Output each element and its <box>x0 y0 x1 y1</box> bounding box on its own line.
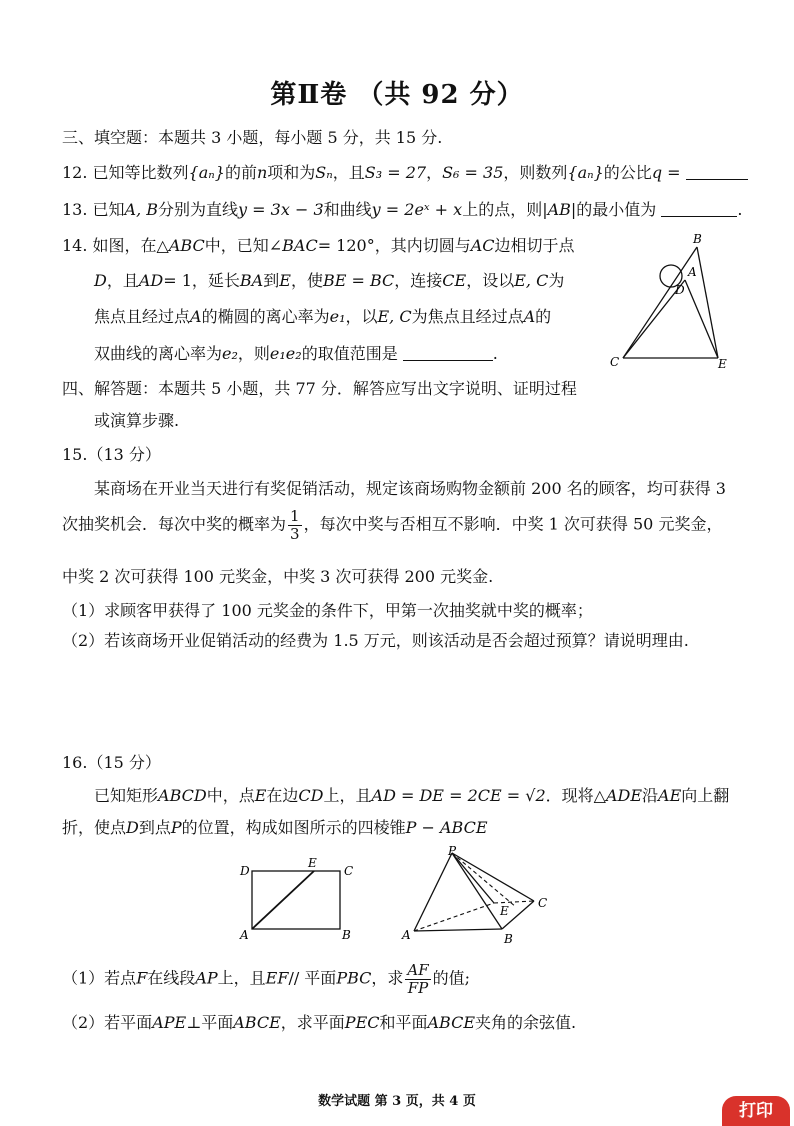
hidden-line <box>452 853 516 907</box>
label-B: B <box>342 928 351 942</box>
question-16-p2: 折，使点D到点P的位置，构成如图所示的四棱锥P − ABCE <box>62 818 488 837</box>
segment-AE <box>685 280 718 358</box>
question-15-head: 15.（13 分） <box>62 445 161 464</box>
label-E: E <box>308 856 317 870</box>
segment-AE <box>252 871 314 929</box>
answer-blank <box>661 202 737 217</box>
question-14-line-4: 双曲线的离心率为e₂，则e₁e₂的取值范围是 . <box>94 344 498 363</box>
question-15-p2: 次抽奖机会．每次中奖的概率为 $\frac{1}{3}$ ，每次中奖与否相互不影响．中奖 1 次可获得 50 元奖金， <box>62 507 723 543</box>
answer-blank <box>403 346 493 361</box>
question-13: 13. 已知A, B分别为直线y = 3x − 3和曲线y = 2eˣ + x上的点，则|AB|的最小值为 . <box>62 200 743 219</box>
edge-PA <box>414 853 452 931</box>
question-15-part-1: （1）求顾客甲获得了 100 元奖金的条件下，甲第一次抽奖就中奖的概率； <box>62 601 593 620</box>
label-E: E <box>500 904 509 918</box>
question-16-part-1: （1）若点F在线段AP上，且EF// 平面PBC，求 $\frac{AF}{FP}$ 的值; <box>62 961 471 997</box>
edge-PB <box>452 853 502 929</box>
edge-BE <box>697 247 718 358</box>
question-14-line-2: D，且AD= 1，延长BA到E，使BE = BC，连接CE，设以E, C为 <box>94 271 565 290</box>
label-B: B <box>693 232 702 246</box>
label-E: E <box>718 357 727 371</box>
question-14-line-3: 焦点且经过点A的椭圆的离心率为e₁，以E, C为焦点且经过点A的 <box>94 307 552 326</box>
probability-fraction: $\frac{1}{3}$ <box>290 507 300 543</box>
label-B: B <box>504 932 513 946</box>
label-A: A <box>240 928 249 942</box>
label-P: P <box>448 845 457 858</box>
answer-blank <box>686 165 748 180</box>
section-4-heading: 四、解答题：本题共 5 小题，共 77 分．解答应写出文字说明、证明过程 <box>62 379 577 398</box>
question-12: 12. 已知等比数列{aₙ}的前n项和为Sₙ，且S₃ = 27，S₆ = 35，则数列{aₙ}的公比q = <box>62 160 748 183</box>
label-A: A <box>688 265 697 279</box>
label-D: D <box>240 864 250 878</box>
question-14-line-1: 14. 如图，在△ABC中，已知∠BAC= 120°，其内切圆与AC边相切于点 <box>62 236 575 255</box>
page-footer: 数学试题 第 3 页，共 4 页 <box>318 1094 476 1109</box>
edge-AB <box>414 929 502 931</box>
section-4-heading-cont: 或演算步骤. <box>94 411 180 430</box>
label-D: D <box>675 283 685 297</box>
ratio-fraction: $\frac{AF}{FP}$ <box>407 961 429 997</box>
question-16-head: 16.（15 分） <box>62 753 161 772</box>
question-16-p1: 已知矩形ABCD中，点E在边CD上，且AD = DE = 2CE = √2．现将△ADE沿AE向上翻 <box>94 786 730 805</box>
question-15-p1: 某商场在开业当天进行有奖促销活动，规定该商场购物金额前 200 名的顾客，均可获得 3 <box>94 479 726 498</box>
edge-EC-hidden <box>494 901 534 903</box>
section-title: 第Ⅱ卷 （共 92 分） <box>270 80 524 110</box>
edge-PC <box>452 853 534 901</box>
question-15-part-2: （2）若该商场开业促销活动的经费为 1.5 万元，则该活动是否会超过预算？请说明理由. <box>62 631 689 650</box>
question-15-p3: 中奖 2 次可获得 100 元奖金，中奖 3 次可获得 200 元奖金. <box>62 567 494 586</box>
edge-BC <box>623 247 697 358</box>
label-C: C <box>344 864 354 878</box>
label-C: C <box>610 355 620 369</box>
question-16-part-2: （2）若平面APE⊥平面ABCE，求平面PEC和平面ABCE夹角的余弦值. <box>62 1013 577 1032</box>
print-button[interactable]: 打印 <box>722 1096 790 1126</box>
label-C: C <box>538 896 548 910</box>
triangle-figure <box>600 232 740 374</box>
rectangle-figure <box>236 855 366 947</box>
section-3-heading: 三、填空题：本题共 3 小题，每小题 5 分，共 15 分. <box>62 128 443 147</box>
rectangle-ABCD <box>252 871 340 929</box>
label-A: A <box>402 928 411 942</box>
pyramid-figure <box>398 845 558 949</box>
edge-PE <box>452 853 494 903</box>
